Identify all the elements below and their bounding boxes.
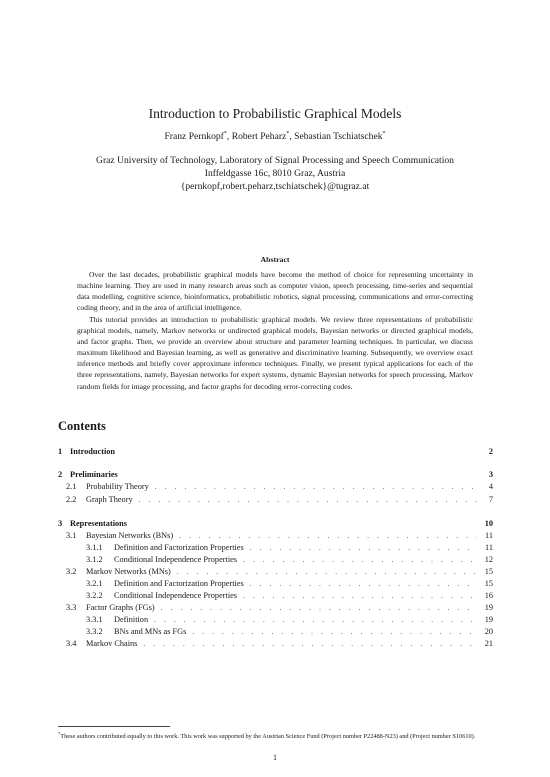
toc-entry-number: 2.2 — [66, 495, 77, 504]
toc-entry[interactable] — [58, 567, 493, 579]
footnote-rule — [58, 726, 170, 727]
toc-entry-page: 15 — [484, 567, 493, 576]
toc-entry[interactable] — [58, 495, 493, 507]
page-number: 1 — [273, 753, 277, 762]
toc-entry-page: 12 — [484, 555, 493, 564]
affiliation-line: Graz University of Technology, Laboratory of Signal Processing and Speech Communication — [96, 155, 454, 166]
toc-entry[interactable] — [58, 447, 493, 459]
toc-entry[interactable] — [58, 639, 493, 651]
toc-entry-page: 20 — [484, 627, 493, 636]
author-footnote-mark: * — [382, 131, 386, 137]
footnote-text: These authors contributed equally to this work. This work was supported by the Austrian Science Fund (Project number P22488-N23) and (Project number S10610). — [60, 733, 476, 740]
toc-entry[interactable] — [58, 543, 493, 555]
toc-entry-number: 3.3.2 — [86, 627, 103, 636]
toc-entry-page: 11 — [485, 531, 493, 540]
toc-entry-page: 15 — [484, 579, 493, 588]
toc-dot-leader — [143, 640, 477, 648]
toc-entry-number: 3 — [58, 519, 63, 528]
toc-entry-page: 3 — [488, 470, 493, 479]
toc-entry[interactable] — [58, 579, 493, 591]
author-name: Sebastian Tschiatschek — [294, 131, 383, 142]
toc-entry[interactable] — [58, 627, 493, 639]
footnote — [58, 729, 493, 741]
author-footnote-mark: * — [286, 131, 290, 137]
toc-entry-number: 2.1 — [66, 482, 77, 491]
toc-entry-page: 4 — [488, 482, 493, 491]
toc-entry-title: BNs and MNs as FGs — [114, 627, 187, 636]
toc-entry-page: 19 — [484, 603, 493, 612]
affiliation — [0, 154, 550, 193]
toc-dot-leader — [161, 604, 477, 612]
toc-entry-number: 1 — [58, 447, 63, 456]
author-separator: , — [289, 131, 295, 142]
author-footnote-mark: * — [223, 131, 227, 137]
author-name: Franz Pernkopf — [164, 131, 224, 142]
toc-entry-number: 3.1.2 — [86, 555, 103, 564]
toc-dot-leader — [250, 580, 477, 588]
toc-entry-number: 3.1 — [66, 531, 77, 540]
abstract-paragraph: Over the last decades, probabilistic graphical models have become the method of choice for representing uncertainty in machine learning. They are used in many research areas such as computer vision, speech processing, time-series and sequential data modelling, cognitive science, bioinformatics, probabilistic robotics, signal processing, communications and error-correcting coding theory, and in the area of artificial intelligence. — [77, 270, 473, 313]
toc-dot-leader — [179, 532, 477, 540]
toc-entry-title: Introduction — [70, 447, 116, 456]
toc-entry[interactable] — [58, 519, 493, 531]
toc-entry-page: 19 — [484, 615, 493, 624]
email-line: {pernkopf,robert.peharz,tschiatschek}@tugraz.at — [180, 181, 370, 192]
toc-entry-number: 3.4 — [66, 639, 77, 648]
toc-entry-title: Conditional Independence Properties — [114, 591, 238, 600]
toc-entry-number: 3.3 — [66, 603, 77, 612]
toc-entry-number: 3.2.2 — [86, 591, 103, 600]
toc-dot-leader — [243, 592, 477, 600]
abstract-paragraph: This tutorial provides an introduction to probabilistic graphical models. We review three representations of probabilistic graphical models, namely, Markov networks or undirected graphical models, Bayesian networks or directed graphical models, and factor graphs. Then, we provide an overview about structure and parameter learning techniques. In particular, we discuss maximum likelihood and Bayesian learning, as well as generative and discriminative learning. Subsequently, we overview exact inference methods and briefly cover approximate inference techniques. Finally, we present typical applications for each of the three representations, namely, Bayesian networks for expert systems, dynamic Bayesian networks for speech processing, Markov random fields for image processing, and factor graphs for decoding error-correcting codes. — [77, 314, 473, 391]
toc-dot-leader — [243, 556, 477, 564]
toc-entry-title: Markov Chains — [86, 639, 138, 648]
toc-entry[interactable] — [58, 470, 493, 482]
toc-entry-number: 3.2.1 — [86, 579, 103, 588]
toc-entry-title: Definition — [114, 615, 149, 624]
toc-entry-page: 16 — [484, 591, 493, 600]
toc-entry-page: 7 — [488, 495, 493, 504]
toc-entry-title: Definition and Factorization Properties — [114, 543, 244, 552]
affiliation-line: Inffeldgasse 16c, 8010 Graz, Austria — [204, 168, 346, 179]
toc-dot-leader — [139, 496, 477, 504]
toc-dot-leader — [192, 628, 477, 636]
toc-entry-number: 3.3.1 — [86, 615, 103, 624]
toc-entry-title: Factor Graphs (FGs) — [86, 603, 155, 612]
toc-entry[interactable] — [58, 531, 493, 543]
toc-dot-leader — [250, 544, 477, 552]
toc-entry[interactable] — [58, 615, 493, 627]
toc-entry-number: 3.1.1 — [86, 543, 103, 552]
toc-entry-title: Markov Networks (MNs) — [86, 567, 171, 576]
abstract-heading: Abstract — [260, 255, 290, 264]
toc-entry[interactable] — [58, 603, 493, 615]
toc-entry[interactable] — [58, 482, 493, 494]
toc-entry-title: Conditional Independence Properties — [114, 555, 238, 564]
toc-entry[interactable] — [58, 591, 493, 603]
toc-entry-page: 11 — [485, 543, 493, 552]
toc-entry-title: Representations — [70, 519, 128, 528]
toc-entry[interactable] — [58, 555, 493, 567]
toc-entry-number: 3.2 — [66, 567, 77, 576]
toc-entry-page: 2 — [488, 447, 493, 456]
toc-entry-number: 2 — [58, 470, 63, 479]
toc-entry-title: Preliminaries — [70, 470, 118, 479]
toc-dot-leader — [155, 483, 477, 491]
toc-entry-title: Bayesian Networks (BNs) — [86, 531, 174, 540]
toc-dot-leader — [177, 568, 477, 576]
author-list — [0, 131, 550, 142]
toc-entry-title: Definition and Factorization Properties — [114, 579, 244, 588]
toc-entry-page: 10 — [484, 519, 493, 528]
author-separator: , — [226, 131, 232, 142]
toc-dot-leader — [154, 616, 477, 624]
toc-entry-title: Graph Theory — [86, 495, 133, 504]
abstract — [77, 269, 473, 392]
author-name: Robert Peharz — [231, 131, 287, 142]
contents-heading: Contents — [58, 419, 106, 433]
toc-entry-title: Probability Theory — [86, 482, 149, 491]
paper-title: Introduction to Probabilistic Graphical Models — [148, 106, 402, 121]
toc-entry-page: 21 — [484, 639, 493, 648]
footnote-mark: * — [58, 731, 61, 736]
